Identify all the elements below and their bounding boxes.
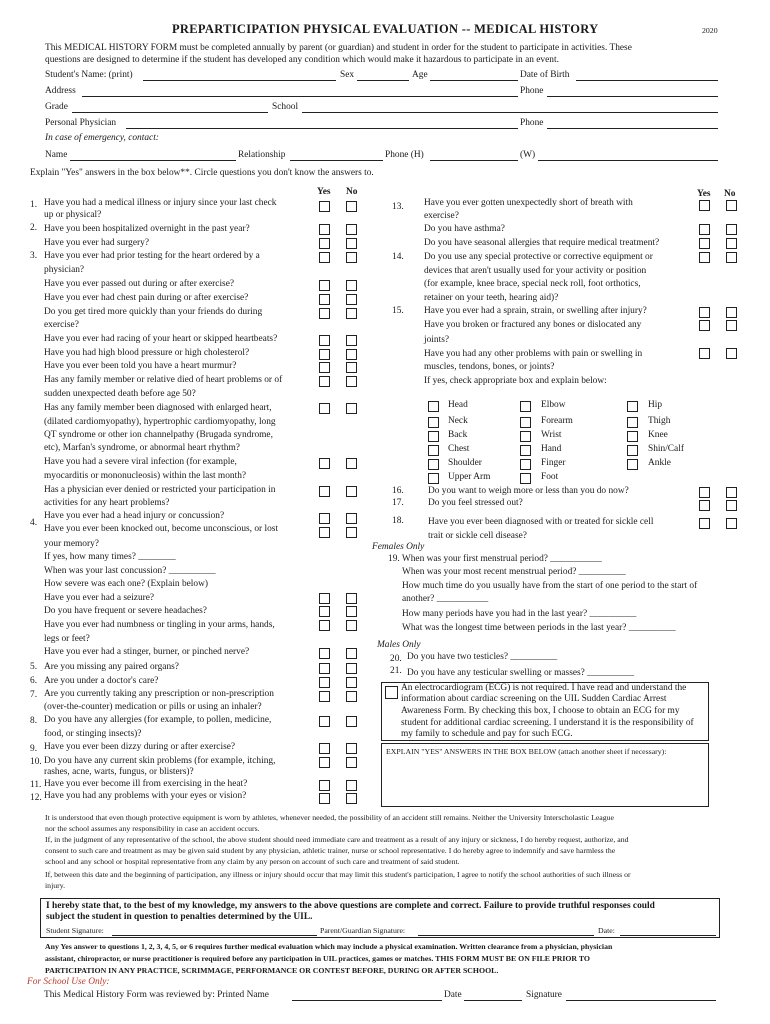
parent-signature-field[interactable]: [418, 935, 594, 936]
phone-field[interactable]: [547, 96, 718, 97]
label-parent-signature: Parent/Guardian Signature:: [320, 926, 406, 935]
no-checkbox[interactable]: [726, 487, 737, 498]
question-text: Have you ever had numbness or tingling in your arms, hands,: [44, 620, 275, 630]
question-text: muscles, tendons, bones, or joints?: [424, 362, 555, 372]
question-text: Do you have two testicles? __________: [407, 652, 558, 662]
yes-checkbox[interactable]: [319, 593, 330, 604]
question-text: rashes, acne, warts, fungus, or blisters)?: [44, 767, 194, 777]
no-checkbox[interactable]: [346, 280, 357, 291]
no-checkbox[interactable]: [726, 224, 737, 235]
yes-checkbox[interactable]: [699, 224, 710, 235]
yes-checkbox[interactable]: [699, 487, 710, 498]
ecg-text: An electrocardiogram (ECG) is not required. I have read and understand the: [401, 683, 687, 693]
question-text: How severe was each one? (Explain below): [44, 579, 208, 589]
body-part-checkbox[interactable]: [428, 431, 439, 442]
yes-checkbox[interactable]: [319, 335, 330, 346]
q-number: 20.: [390, 654, 402, 664]
yes-checkbox[interactable]: [319, 458, 330, 469]
label-phone-2: Phone: [520, 118, 544, 128]
ecg-text: student for additional cardiac screening. I understand it is the responsibility of: [401, 718, 694, 728]
question-text: Do you have asthma?: [424, 224, 505, 234]
ecg-checkbox[interactable]: [385, 686, 398, 699]
no-checkbox[interactable]: [346, 349, 357, 360]
q-number: 6.: [30, 676, 38, 686]
yes-checkbox[interactable]: [319, 743, 330, 754]
legal-text: nor the school assumes any responsibility in case an accident occurs.: [45, 824, 260, 833]
question-text: Have you ever had prior testing for the heart ordered by a: [44, 251, 260, 261]
question-text: Have you had any other problems with pain or swelling in: [424, 349, 643, 359]
question-text: Have you had a medical illness or injury since your last check: [44, 198, 277, 208]
body-part-label: Thigh: [648, 416, 671, 426]
no-checkbox[interactable]: [346, 663, 357, 674]
label-emergency: In case of emergency, contact:: [45, 133, 159, 143]
question-text: Do you get tired more quickly than your friends do during: [44, 307, 263, 317]
question-text: Have you ever had a head injury or concussion?: [44, 511, 225, 521]
clearance-text: assistant, chiropractor, or nurse practitioner is required before any participation in UIL practices, games or matches. THIS FORM MUST BE ON FILE PRIOR TO: [45, 954, 590, 963]
phone-w-field[interactable]: [538, 160, 718, 161]
question-text: Have you ever had racing of your heart or skipped heartbeats?: [44, 334, 278, 344]
question-text: up or physical?: [44, 210, 102, 220]
label-age: Age: [412, 70, 428, 80]
review-signature-field[interactable]: [566, 1000, 716, 1001]
label-review-date: Date: [444, 990, 462, 1000]
school-field[interactable]: [302, 112, 718, 113]
student-name-field[interactable]: [143, 80, 336, 81]
question-text: devices that aren't usually used for your activity or position: [424, 266, 647, 276]
legal-text: consent to such care and treatment as may be given said student by any physician, athletic trainer, nurse or school representative. I do hereby agree to indemnify and save harmless the: [45, 846, 616, 855]
label-grade: Grade: [45, 102, 68, 112]
question-text: Do you have any current skin problems (for example, itching,: [44, 756, 276, 766]
emergency-name-field[interactable]: [70, 160, 236, 161]
label-phone: Phone: [520, 86, 544, 96]
question-text: Do you have any testicular swelling or masses? __________: [407, 668, 635, 678]
question-text: (dilated cardiomyopathy), hypertrophic cardiomyopathy, long: [44, 417, 276, 427]
question-text: food, or stinging insects)?: [44, 729, 142, 739]
label-date: Date:: [598, 926, 615, 935]
yes-checkbox[interactable]: [699, 348, 710, 359]
label-phone-w: (W): [520, 150, 536, 160]
no-checkbox[interactable]: [346, 677, 357, 688]
yes-checkbox[interactable]: [319, 793, 330, 804]
no-checkbox[interactable]: [346, 606, 357, 617]
yes-checkbox[interactable]: [319, 513, 330, 524]
q-number: 10.: [30, 757, 42, 767]
explain-instruction: Explain "Yes" answers in the box below**. Circle questions you don't know the answers to.: [30, 168, 374, 178]
yes-checkbox[interactable]: [319, 663, 330, 674]
question-text: How many periods have you had in the last year? __________: [402, 609, 637, 619]
yes-checkbox[interactable]: [319, 691, 330, 702]
no-checkbox[interactable]: [346, 238, 357, 249]
body-part-label: Upper Arm: [448, 472, 491, 482]
body-part-checkbox[interactable]: [520, 473, 531, 484]
question-text: If yes, how many times? ________: [44, 552, 176, 562]
body-part-label: Wrist: [541, 430, 562, 440]
label-student-name: Student's Name: (print): [45, 70, 133, 80]
yes-checkbox[interactable]: [319, 527, 330, 538]
question-text: QT syndrome or other ion channelpathy (Brugada syndrome,: [44, 430, 273, 440]
label-review-signature: Signature: [526, 990, 562, 1000]
q-number: 1.: [30, 200, 38, 210]
q-number: 7.: [30, 690, 38, 700]
dob-field[interactable]: [576, 80, 718, 81]
legal-text: If, in the judgment of any representative of the school, the above student should need immediate care and treatment as a result of any injury or sickness, I do hereby request, authorize, and: [45, 835, 629, 844]
yes-checkbox[interactable]: [319, 224, 330, 235]
q-number: 5.: [30, 662, 38, 672]
question-text: Have you ever been diagnosed with or treated for sickle cell: [428, 517, 654, 527]
question-text: exercise?: [44, 320, 79, 330]
no-checkbox[interactable]: [346, 252, 357, 263]
no-checkbox[interactable]: [346, 201, 357, 212]
no-checkbox[interactable]: [346, 691, 357, 702]
yes-checkbox[interactable]: [699, 307, 710, 318]
q-number: 13.: [392, 202, 404, 212]
school-use-label: For School Use Only:: [27, 977, 110, 987]
q-number: 17.: [392, 498, 404, 508]
q-number: 12.: [30, 793, 42, 803]
label-relationship: Relationship: [238, 150, 286, 160]
no-checkbox[interactable]: [346, 593, 357, 604]
yes-checkbox[interactable]: [319, 201, 330, 212]
body-part-checkbox[interactable]: [520, 431, 531, 442]
q-number: 8.: [30, 716, 38, 726]
ecg-text: information about cardiac screening on the UIL Sudden Cardiac Arrest: [401, 694, 667, 704]
certification-text: subject the student in question to penalties determined by the UIL.: [46, 912, 313, 922]
body-part-label: Neck: [448, 416, 468, 426]
label-sex: Sex: [340, 70, 355, 80]
q-number: 2.: [30, 223, 38, 233]
body-part-label: Elbow: [541, 400, 566, 410]
body-part-label: Hip: [648, 400, 663, 410]
question-text: Has a physician ever denied or restricted your participation in: [44, 485, 276, 495]
label-name: Name: [45, 150, 68, 160]
body-part-checkbox[interactable]: [520, 417, 531, 428]
question-text: Have you ever had chest pain during or after exercise?: [44, 293, 249, 303]
yes-checkbox[interactable]: [319, 308, 330, 319]
physician-phone-field[interactable]: [547, 128, 718, 129]
q-number: 21.: [390, 666, 402, 676]
no-checkbox[interactable]: [346, 486, 357, 497]
form-title: PREPARTICIPATION PHYSICAL EVALUATION -- MEDICAL HISTORY: [172, 22, 599, 36]
ecg-text: Awareness Form. By checking this box, I choose to obtain an ECG for my: [401, 706, 680, 716]
intro-line-2: questions are designed to determine if the student has developed any condition which would make it hazardous to participate in an event.: [45, 55, 559, 65]
yes-checkbox[interactable]: [319, 620, 330, 631]
question-text: Have you ever been knocked out, become unconscious, or lost: [44, 524, 279, 534]
no-checkbox[interactable]: [346, 743, 357, 754]
question-text: 19. When was your first menstrual period? ___________: [388, 554, 602, 564]
body-part-checkbox[interactable]: [428, 459, 439, 470]
question-text: activities for any heart problems?: [44, 498, 170, 508]
no-header-left: No: [346, 187, 358, 197]
physician-field[interactable]: [126, 128, 518, 129]
body-part-checkbox[interactable]: [520, 459, 531, 470]
question-text: Have you ever had surgery?: [44, 238, 149, 248]
q-number: 9.: [30, 744, 38, 754]
question-text: Have you ever had a sprain, strain, or swelling after injury?: [424, 306, 647, 316]
no-checkbox[interactable]: [346, 527, 357, 538]
q-number: 16.: [392, 486, 404, 496]
q-number: 15.: [392, 306, 404, 316]
clearance-text: PARTICIPATION IN ANY PRACTICE, SCRIMMAGE, PERFORMANCE OR CONTEST BEFORE, DURING OR AFTER SCHOOL.: [45, 966, 499, 975]
body-part-checkbox[interactable]: [627, 431, 638, 442]
sex-field[interactable]: [357, 80, 409, 81]
body-part-label: Hand: [541, 444, 562, 454]
question-text: Are you currently taking any prescription or non-prescription: [44, 689, 274, 699]
males-only-label: Males Only: [377, 640, 421, 650]
question-text: myocarditis or mononucleosis) within the last month?: [44, 471, 247, 481]
body-part-label: Forearm: [541, 416, 573, 426]
question-text: another? ___________: [402, 594, 489, 604]
question-text: Have you had any problems with your eyes or vision?: [44, 791, 247, 801]
question-text: Have you ever gotten unexpectedly short of breath with: [424, 198, 633, 208]
no-checkbox[interactable]: [346, 335, 357, 346]
yes-checkbox[interactable]: [699, 518, 710, 529]
no-checkbox[interactable]: [346, 780, 357, 791]
body-part-checkbox[interactable]: [520, 401, 531, 412]
question-text: What was the longest time between periods in the last year? __________: [402, 623, 676, 633]
label-school: School: [272, 102, 299, 112]
question-text: physician?: [44, 265, 85, 275]
body-part-label: Shoulder: [448, 458, 482, 468]
yes-checkbox[interactable]: [319, 486, 330, 497]
explain-box-label: EXPLAIN "YES" ANSWERS IN THE BOX BELOW (attach another sheet if necessary):: [386, 747, 667, 756]
no-header-right: No: [724, 189, 736, 199]
no-checkbox[interactable]: [346, 793, 357, 804]
question-text: retainer on your teeth, hearing aid)?: [424, 293, 559, 303]
question-text: How much time do you usually have from the start of one period to the start of: [402, 581, 698, 591]
no-checkbox[interactable]: [346, 757, 357, 768]
label-student-signature: Student Signature:: [46, 926, 104, 935]
question-text: If yes, check appropriate box and explain below:: [424, 376, 607, 386]
no-checkbox[interactable]: [726, 252, 737, 263]
question-text: Have you broken or fractured any bones or dislocated any: [424, 320, 642, 330]
signature-date-field[interactable]: [620, 935, 716, 936]
body-part-checkbox[interactable]: [520, 445, 531, 456]
question-text: exercise?: [424, 211, 459, 221]
question-text: etc), Marfan's syndrome, or abnormal heart rhythm?: [44, 443, 240, 453]
reviewer-name-field[interactable]: [292, 1000, 442, 1001]
question-text: When was your last concussion? __________: [44, 566, 216, 576]
question-text: Have you had a severe viral infection (for example,: [44, 457, 237, 467]
question-text: Have you ever had a seizure?: [44, 593, 155, 603]
yes-header-right: Yes: [697, 189, 711, 199]
yes-checkbox[interactable]: [319, 757, 330, 768]
certification-text: I hereby state that, to the best of my knowledge, my answers to the above questions are complete and correct. Failure to provide truthful responses could: [46, 901, 655, 911]
question-text: Do you feel stressed out?: [428, 498, 523, 508]
question-text: (over-the-counter) medication or pills or using an inhaler?: [44, 702, 262, 712]
question-text: joints?: [424, 335, 449, 345]
relationship-field[interactable]: [290, 160, 383, 161]
yes-checkbox[interactable]: [699, 252, 710, 263]
body-part-label: Head: [448, 400, 468, 410]
no-checkbox[interactable]: [346, 403, 357, 414]
question-text: Have you ever been dizzy during or after exercise?: [44, 742, 236, 752]
no-checkbox[interactable]: [346, 716, 357, 727]
no-checkbox[interactable]: [346, 376, 357, 387]
body-part-label: Back: [448, 430, 468, 440]
question-text: Do you have frequent or severe headaches?: [44, 606, 207, 616]
body-part-label: Shin/Calf: [648, 444, 684, 454]
body-part-checkbox[interactable]: [428, 473, 439, 484]
question-text: Has any family member been diagnosed with enlarged heart,: [44, 403, 272, 413]
q-number: 3.: [30, 251, 38, 261]
body-part-label: Ankle: [648, 458, 671, 468]
body-part-checkbox[interactable]: [627, 417, 638, 428]
yes-checkbox[interactable]: [319, 349, 330, 360]
yes-checkbox[interactable]: [319, 403, 330, 414]
yes-header-left: Yes: [317, 187, 331, 197]
no-checkbox[interactable]: [726, 238, 737, 249]
body-part-checkbox[interactable]: [627, 445, 638, 456]
yes-checkbox[interactable]: [699, 238, 710, 249]
question-text: Are you missing any paired organs?: [44, 662, 179, 672]
question-text: Have you ever been told you have a heart murmur?: [44, 361, 237, 371]
question-text: Are you under a doctor's care?: [44, 676, 159, 686]
label-reviewed-by: This Medical History Form was reviewed by: Printed Name: [44, 990, 269, 1000]
females-only-label: Females Only: [372, 542, 425, 552]
yes-checkbox[interactable]: [699, 320, 710, 331]
clearance-text: Any Yes answer to questions 1, 2, 3, 4, 5, or 6 requires further medical evaluation which may include a physical examination. Written clearance from a physician, physician: [45, 942, 613, 951]
question-text: Have you ever become ill from exercising in the heat?: [44, 779, 248, 789]
yes-checkbox[interactable]: [319, 252, 330, 263]
q-number: 11.: [30, 780, 42, 790]
question-text: Have you had high blood pressure or high cholesterol?: [44, 348, 250, 358]
question-text: Do you use any special protective or corrective equipment or: [424, 252, 653, 262]
ecg-text: my family to schedule and pay for such ECG.: [401, 729, 573, 739]
no-checkbox[interactable]: [346, 620, 357, 631]
no-checkbox[interactable]: [346, 308, 357, 319]
question-text: Do you want to weigh more or less than you do now?: [428, 486, 629, 496]
question-text: When was your most recent menstrual period? __________: [402, 567, 626, 577]
label-dob: Date of Birth: [520, 70, 570, 80]
yes-checkbox[interactable]: [319, 280, 330, 291]
yes-checkbox[interactable]: [319, 238, 330, 249]
question-text: Do you have seasonal allergies that require medical treatment?: [424, 238, 660, 248]
body-part-checkbox[interactable]: [627, 401, 638, 412]
body-part-label: Chest: [448, 444, 470, 454]
question-text: Do you have any allergies (for example, to pollen, medicine,: [44, 715, 272, 725]
no-checkbox[interactable]: [726, 348, 737, 359]
yes-checkbox[interactable]: [319, 376, 330, 387]
q-number: 14.: [392, 252, 404, 262]
no-checkbox[interactable]: [346, 294, 357, 305]
yes-checkbox[interactable]: [319, 677, 330, 688]
question-text: (for example, knee brace, special neck roll, foot orthotics,: [424, 279, 641, 289]
no-checkbox[interactable]: [346, 513, 357, 524]
no-checkbox[interactable]: [726, 200, 737, 211]
body-part-label: Knee: [648, 430, 668, 440]
yes-checkbox[interactable]: [319, 294, 330, 305]
yes-checkbox[interactable]: [699, 200, 710, 211]
legal-text: school and any school or hospital representative from any claim by any person on account of such care and treatment of said student.: [45, 857, 460, 866]
yes-checkbox[interactable]: [319, 780, 330, 791]
body-part-label: Foot: [541, 472, 559, 482]
body-part-checkbox[interactable]: [627, 459, 638, 470]
body-part-checkbox[interactable]: [428, 445, 439, 456]
yes-checkbox[interactable]: [319, 648, 330, 659]
question-text: your memory?: [44, 539, 99, 549]
question-text: Has any family member or relative died of heart problems or of: [44, 375, 283, 385]
no-checkbox[interactable]: [346, 224, 357, 235]
review-date-field[interactable]: [464, 1000, 522, 1001]
phone-h-field[interactable]: [430, 160, 518, 161]
body-part-label: Finger: [541, 458, 566, 468]
no-checkbox[interactable]: [346, 458, 357, 469]
question-text: Have you ever passed out during or after exercise?: [44, 279, 235, 289]
age-field[interactable]: [430, 80, 518, 81]
legal-text: injury.: [45, 881, 66, 890]
no-checkbox[interactable]: [726, 518, 737, 529]
question-text: Have you ever had a stinger, burner, or pinched nerve?: [44, 647, 250, 657]
legal-text: It is understood that even though protective equipment is worn by athletes, whenever needed, the possibility of an accident still remains. Neither the University Interscholastic League: [45, 813, 615, 822]
yes-checkbox[interactable]: [319, 362, 330, 373]
question-text: trait or sickle cell disease?: [428, 531, 527, 541]
question-text: legs or feet?: [44, 634, 90, 644]
q-number: 18.: [392, 516, 404, 526]
address-field[interactable]: [82, 96, 518, 97]
form-year: 2020: [702, 26, 718, 35]
label-physician: Personal Physician: [45, 118, 117, 128]
yes-checkbox[interactable]: [699, 500, 710, 511]
no-checkbox[interactable]: [726, 320, 737, 331]
intro-line-1: This MEDICAL HISTORY FORM must be completed annually by parent (or guardian) and student in order for the student to participate in activities. These: [45, 43, 632, 53]
yes-checkbox[interactable]: [319, 606, 330, 617]
legal-text: If, between this date and the beginning of participation, any illness or injury should occur that may limit this student's participation, I agree to notify the school authorities of such illness or: [45, 870, 631, 879]
yes-checkbox[interactable]: [319, 716, 330, 727]
no-checkbox[interactable]: [726, 500, 737, 511]
body-part-checkbox[interactable]: [428, 417, 439, 428]
label-phone-h: Phone (H): [385, 150, 424, 160]
label-address: Address: [45, 86, 76, 96]
question-text: sudden unexpected death before age 50?: [44, 389, 196, 399]
no-checkbox[interactable]: [346, 362, 357, 373]
body-part-checkbox[interactable]: [428, 401, 439, 412]
grade-field[interactable]: [72, 112, 268, 113]
no-checkbox[interactable]: [726, 307, 737, 318]
student-signature-field[interactable]: [112, 935, 317, 936]
no-checkbox[interactable]: [346, 648, 357, 659]
question-text: Have you been hospitalized overnight in the past year?: [44, 224, 250, 234]
q-number: 4.: [30, 518, 38, 528]
